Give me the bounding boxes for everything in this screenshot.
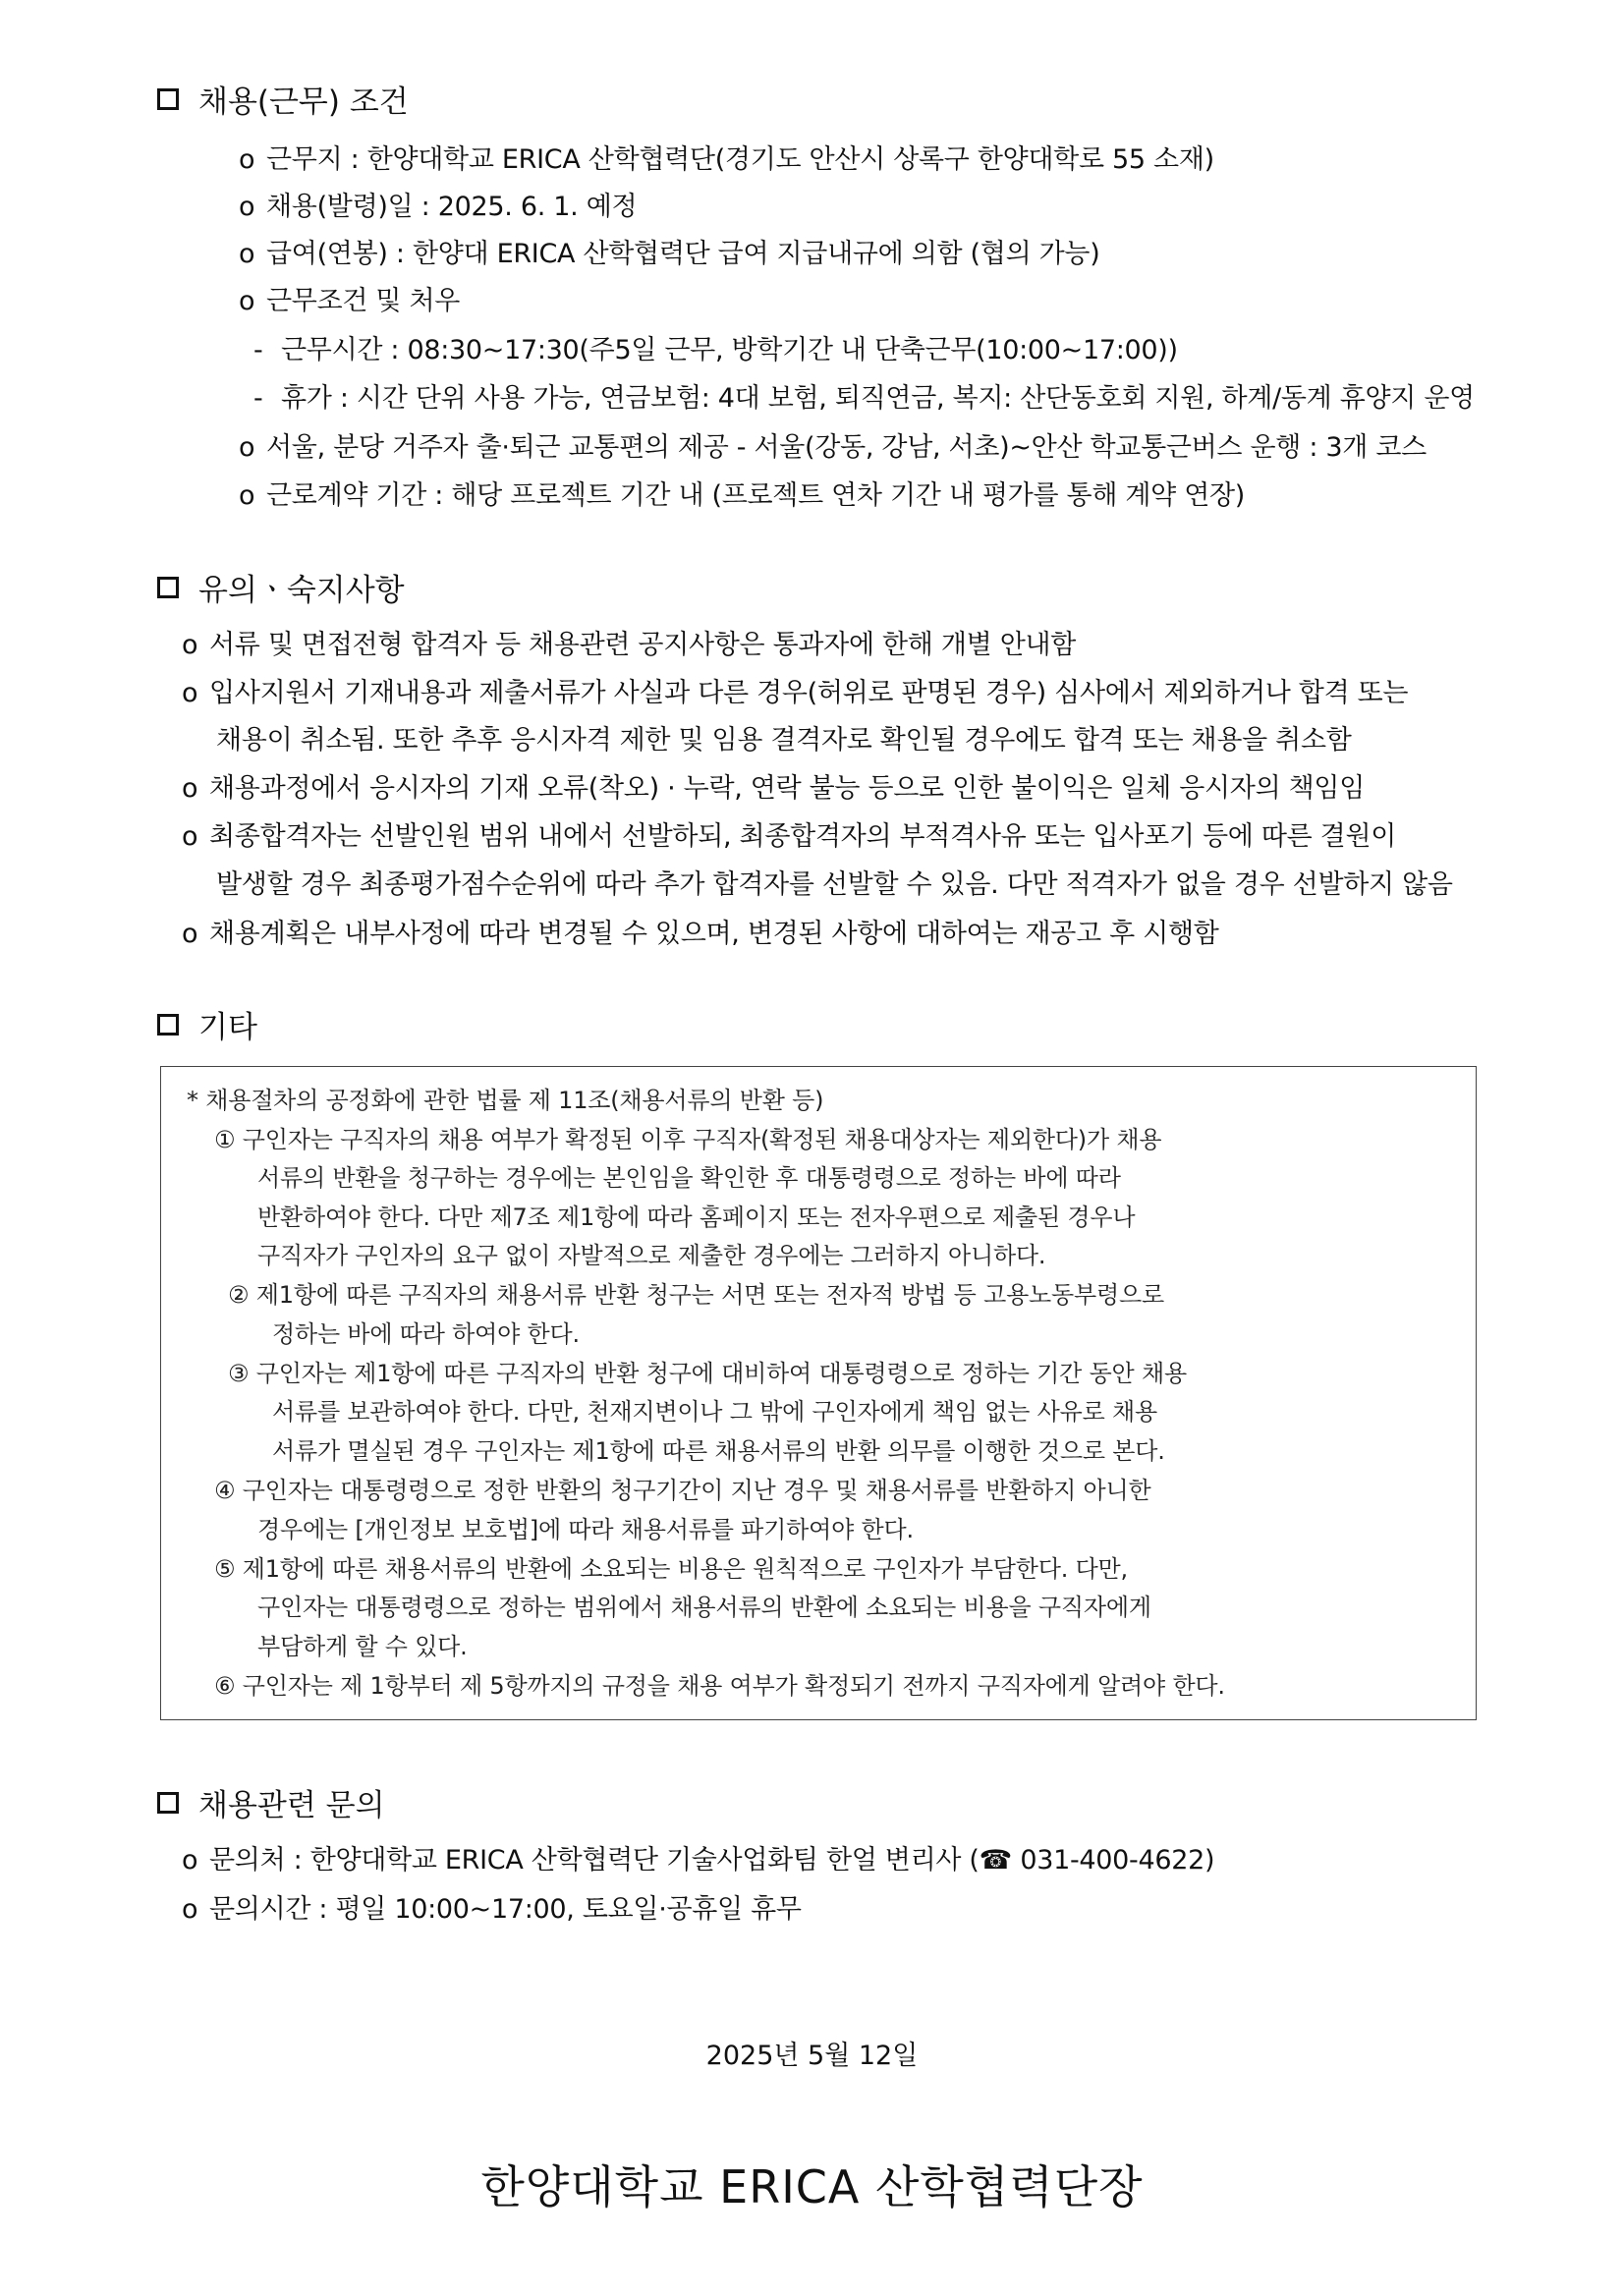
bullet: o [182, 678, 198, 708]
sub-list-item [253, 376, 1475, 415]
section-title-conditions-text: 채용(근무) 조건 [198, 84, 409, 120]
list-item [182, 912, 1219, 950]
section-title-etc [157, 1002, 257, 1046]
bullet: o [182, 1894, 198, 1925]
box-line: 구인자는 대통령령으로 정하는 범위에서 채용서류의 반환에 소요되는 비용을 구직자에게 [257, 1594, 1151, 1621]
list-item-text: 채용계획은 내부사정에 따라 변경될 수 있으며, 변경된 사항에 대하여는 재공고 후 시행함 [209, 919, 1219, 949]
list-item [239, 279, 460, 317]
list-item-text: 채용이 취소됨. 또한 추후 응시자격 제한 및 임용 결격자로 확인될 경우에도 합격 또는 채용을 취소함 [216, 725, 1352, 756]
bullet: o [182, 919, 198, 949]
list-item [239, 474, 1245, 512]
box-line: ② 제1항에 따른 구직자의 채용서류 반환 청구는 서면 또는 전자적 방법 등 고용노동부령으로 [228, 1281, 1164, 1309]
box-line: 구직자가 구인자의 요구 없이 자발적으로 제출한 경우에는 그러하지 아니하다. [257, 1242, 1046, 1269]
dash: - [253, 383, 263, 414]
section-title-notes-text: 유의ㆍ숙지사항 [198, 573, 405, 608]
list-item [239, 185, 637, 223]
box-line: 서류를 보관하여야 한다. 다만, 천재지변이나 그 밖에 구인자에게 책임 없는 사유로 채용 [272, 1398, 1158, 1426]
contact-line [182, 1838, 1214, 1876]
sub-list-item-text: 휴가 : 시간 단위 사용 가능, 연금보험: 4대 보험, 퇴직연금, 복지: 산단동호회 지원, 하계/동계 휴양지 운영 [281, 383, 1475, 414]
box-line: 정하는 바에 따라 하여야 한다. [272, 1320, 580, 1348]
law-notice-box [160, 1066, 1477, 1720]
bullet: o [182, 773, 198, 804]
phone-icon: ☎ [979, 1845, 1013, 1876]
issuer-signature: 한양대학교 ERICA 산학협력단장 [480, 2160, 1144, 2213]
phone-number: 031-400-4622) [1020, 1845, 1215, 1876]
list-item-continuation [216, 718, 1352, 756]
list-item-text: 서울, 분당 거주자 출·퇴근 교통편의 제공 - 서울(강동, 강남, 서초)~안산 학교통근버스 운행 : 3개 코스 [266, 432, 1427, 463]
box-line: ⑥ 구인자는 제 1항부터 제 5항까지의 규정을 채용 여부가 확정되기 전까지 구직자에게 알려야 한다. [214, 1672, 1225, 1700]
section-title-contact-text: 채용관련 문의 [198, 1788, 385, 1823]
list-item-continuation [216, 863, 1453, 901]
bullet: o [239, 239, 255, 269]
list-item-text: 입사지원서 기재내용과 제출서류가 사실과 다른 경우(허위로 판명된 경우) 심사에서 제외하거나 합격 또는 [209, 678, 1409, 708]
list-item [182, 623, 1076, 661]
bullet: o [239, 286, 255, 316]
document-date: 2025년 5월 12일 [705, 2041, 919, 2071]
section-title-contact [157, 1780, 385, 1824]
list-item-text: 채용(발령)일 : 2025. 6. 1. 예정 [266, 192, 638, 222]
bullet: o [182, 821, 198, 852]
box-line: 부담하게 할 수 있다. [257, 1633, 468, 1660]
contact-label: 문의처 : 한양대학교 ERICA 산학협력단 기술사업화팀 한얼 변리사 ( [209, 1845, 980, 1876]
list-item-text: 근로계약 기간 : 해당 프로젝트 기간 내 (프로젝트 연차 기간 내 평가를 통해 계약 연장) [266, 480, 1246, 511]
box-line: ③ 구인자는 제1항에 따른 구직자의 반환 청구에 대비하여 대통령령으로 정하는 기간 동안 채용 [228, 1360, 1187, 1387]
list-item-text: 서류 및 면접전형 합격자 등 채용관련 공지사항은 통과자에 한해 개별 안내함 [209, 630, 1077, 660]
bullet: o [182, 630, 198, 660]
checkbox-square-icon [157, 1792, 179, 1814]
bullet: o [239, 480, 255, 511]
contact-hours-line [182, 1887, 802, 1926]
list-item-text: 근무조건 및 처우 [266, 286, 461, 316]
sub-list-item [253, 328, 1178, 366]
list-item-text: 채용과정에서 응시자의 기재 오류(착오) · 누락, 연락 불능 등으로 인한 불이익은 일체 응시자의 책임임 [209, 773, 1365, 804]
list-item [182, 766, 1365, 805]
box-line: ⑤ 제1항에 따른 채용서류의 반환에 소요되는 비용은 원칙적으로 구인자가 부담한다. 다만, [214, 1555, 1128, 1583]
checkbox-square-icon [157, 88, 179, 110]
list-item [182, 814, 1396, 853]
bullet: o [239, 432, 255, 463]
list-item-text: 급여(연봉) : 한양대 ERICA 산학협력단 급여 지급내규에 의함 (협의 가능) [266, 239, 1100, 269]
box-line: * 채용절차의 공정화에 관한 법률 제 11조(채용서류의 반환 등) [187, 1087, 824, 1114]
sub-list-item-text: 근무시간 : 08:30~17:30(주5일 근무, 방학기간 내 단축근무(10:00~17:00)) [281, 335, 1178, 365]
list-item [239, 138, 1214, 176]
box-line: ① 구인자는 구직자의 채용 여부가 확정된 이후 구직자(확정된 채용대상자는 제외한다)가 채용 [214, 1126, 1162, 1153]
list-item-text: 근무지 : 한양대학교 ERICA 산학협력단(경기도 안산시 상록구 한양대학로 55 소재) [266, 144, 1214, 175]
section-title-etc-text: 기타 [198, 1010, 257, 1045]
bullet: o [182, 1845, 198, 1876]
box-line: ④ 구인자는 대통령령으로 정한 반환의 청구기간이 지난 경우 및 채용서류를 반환하지 아니한 [214, 1477, 1151, 1504]
checkbox-square-icon [157, 577, 179, 598]
checkbox-square-icon [157, 1014, 179, 1036]
list-item [239, 425, 1427, 464]
box-line: 반환하여야 한다. 다만 제7조 제1항에 따라 홈페이지 또는 전자우편으로 제출된 경우나 [257, 1204, 1136, 1231]
bullet: o [239, 144, 255, 175]
list-item [182, 671, 1408, 709]
list-item-text: 최종합격자는 선발인원 범위 내에서 선발하되, 최종합격자의 부적격사유 또는 입사포기 등에 따른 결원이 [209, 821, 1397, 852]
contact-hours: 문의시간 : 평일 10:00~17:00, 토요일·공휴일 휴무 [209, 1894, 802, 1925]
section-title-conditions [157, 77, 409, 121]
bullet: o [239, 192, 255, 222]
section-title-notes [157, 565, 405, 609]
list-item-text: 발생할 경우 최종평가점수순위에 따라 추가 합격자를 선발할 수 있음. 다만 적격자가 없을 경우 선발하지 않음 [216, 869, 1453, 900]
box-line: 경우에는 [개인정보 보호법]에 따라 채용서류를 파기하여야 한다. [257, 1516, 914, 1543]
dash: - [253, 335, 263, 365]
list-item [239, 232, 1099, 270]
box-line: 서류가 멸실된 경우 구인자는 제1항에 따른 채용서류의 반환 의무를 이행한 것으로 본다. [272, 1437, 1165, 1465]
box-line: 서류의 반환을 청구하는 경우에는 본인임을 확인한 후 대통령령으로 정하는 바에 따라 [257, 1164, 1121, 1192]
